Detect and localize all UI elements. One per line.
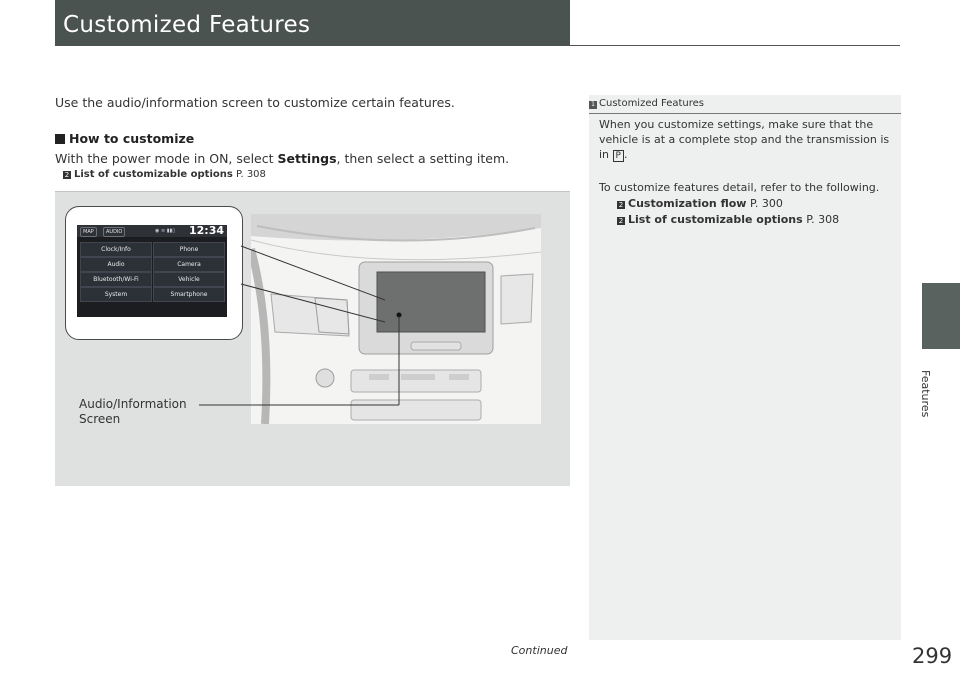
sidebar-rule: [589, 113, 901, 114]
dashboard-figure: [55, 191, 570, 486]
ref2-page: P. 308: [802, 213, 840, 226]
sidebar-para-1: [599, 117, 889, 162]
section-heading: [55, 131, 194, 146]
park-gear-icon: P: [613, 150, 624, 162]
para1-in: in: [599, 148, 613, 161]
reference-label: List of customizable options: [74, 169, 233, 180]
callout-line-1: Audio/Information: [79, 397, 187, 411]
smartphone-button: Smartphone: [153, 287, 225, 302]
vehicle-button: Vehicle: [153, 272, 225, 287]
instruction-text: [55, 151, 509, 166]
audio-tab: AUDIO: [103, 227, 125, 237]
page-number: 299: [912, 644, 953, 668]
map-tab: MAP: [80, 227, 97, 237]
phone-button: Phone: [153, 242, 225, 257]
sidebar-heading: [589, 98, 704, 109]
continued-label: Continued: [511, 644, 568, 657]
para1-line-1: When you customize settings, make sure that the: [599, 118, 874, 131]
reference-arrow-icon: 2: [64, 171, 70, 179]
leader-lines: [55, 192, 570, 486]
audio-button: Audio: [80, 257, 152, 272]
para1-end: .: [623, 148, 628, 161]
notes-sidebar: [589, 95, 901, 640]
ref2-label: List of customizable options: [628, 213, 803, 226]
note-marker-icon: 1: [589, 101, 597, 109]
instruction-prefix: With the power mode in ON, select: [55, 151, 278, 166]
sidebar-ref-customizable-options[interactable]: [617, 212, 839, 227]
clock-info-button: Clock/Info: [80, 242, 152, 257]
screen-callout-label: [79, 397, 187, 427]
sidebar-title: Customized Features: [599, 98, 705, 109]
system-button: System: [80, 287, 152, 302]
square-bullet-icon: [55, 134, 65, 144]
title-underline: [570, 45, 900, 46]
chapter-label-text: Features: [919, 370, 932, 418]
page-title: Customized Features: [63, 12, 311, 38]
ref1-page: P. 300: [746, 197, 783, 210]
section-title-bar: [55, 0, 570, 46]
reference-page: P. 308: [232, 169, 266, 180]
sidebar-para-2: To customize features detail, refer to the following.: [599, 181, 880, 194]
instruction-settings-term: Settings: [277, 151, 337, 166]
cross-reference-link[interactable]: [63, 169, 266, 180]
reference-arrow-icon: 2: [618, 217, 624, 225]
camera-button: Camera: [153, 257, 225, 272]
reference-arrow-icon: 2: [618, 201, 624, 209]
sidebar-ref-customization-flow[interactable]: [617, 196, 783, 211]
signal-icons: ◉ ≋ ▮▮▯: [155, 228, 175, 234]
para1-line-2: vehicle is at a complete stop and the transmission is: [599, 133, 890, 146]
intro-text: Use the audio/information screen to customize certain features.: [55, 95, 455, 110]
para1-line-3: [599, 147, 889, 162]
section-heading-text: How to customize: [69, 131, 195, 146]
instruction-suffix: , then select a setting item.: [336, 151, 510, 166]
callout-line-2: Screen: [79, 412, 121, 426]
bluetooth-wifi-button: Bluetooth/Wi-Fi: [80, 272, 152, 287]
chapter-label: [919, 300, 960, 418]
screen-clock: 12:34: [188, 224, 224, 237]
ref1-label: Customization flow: [628, 197, 747, 210]
